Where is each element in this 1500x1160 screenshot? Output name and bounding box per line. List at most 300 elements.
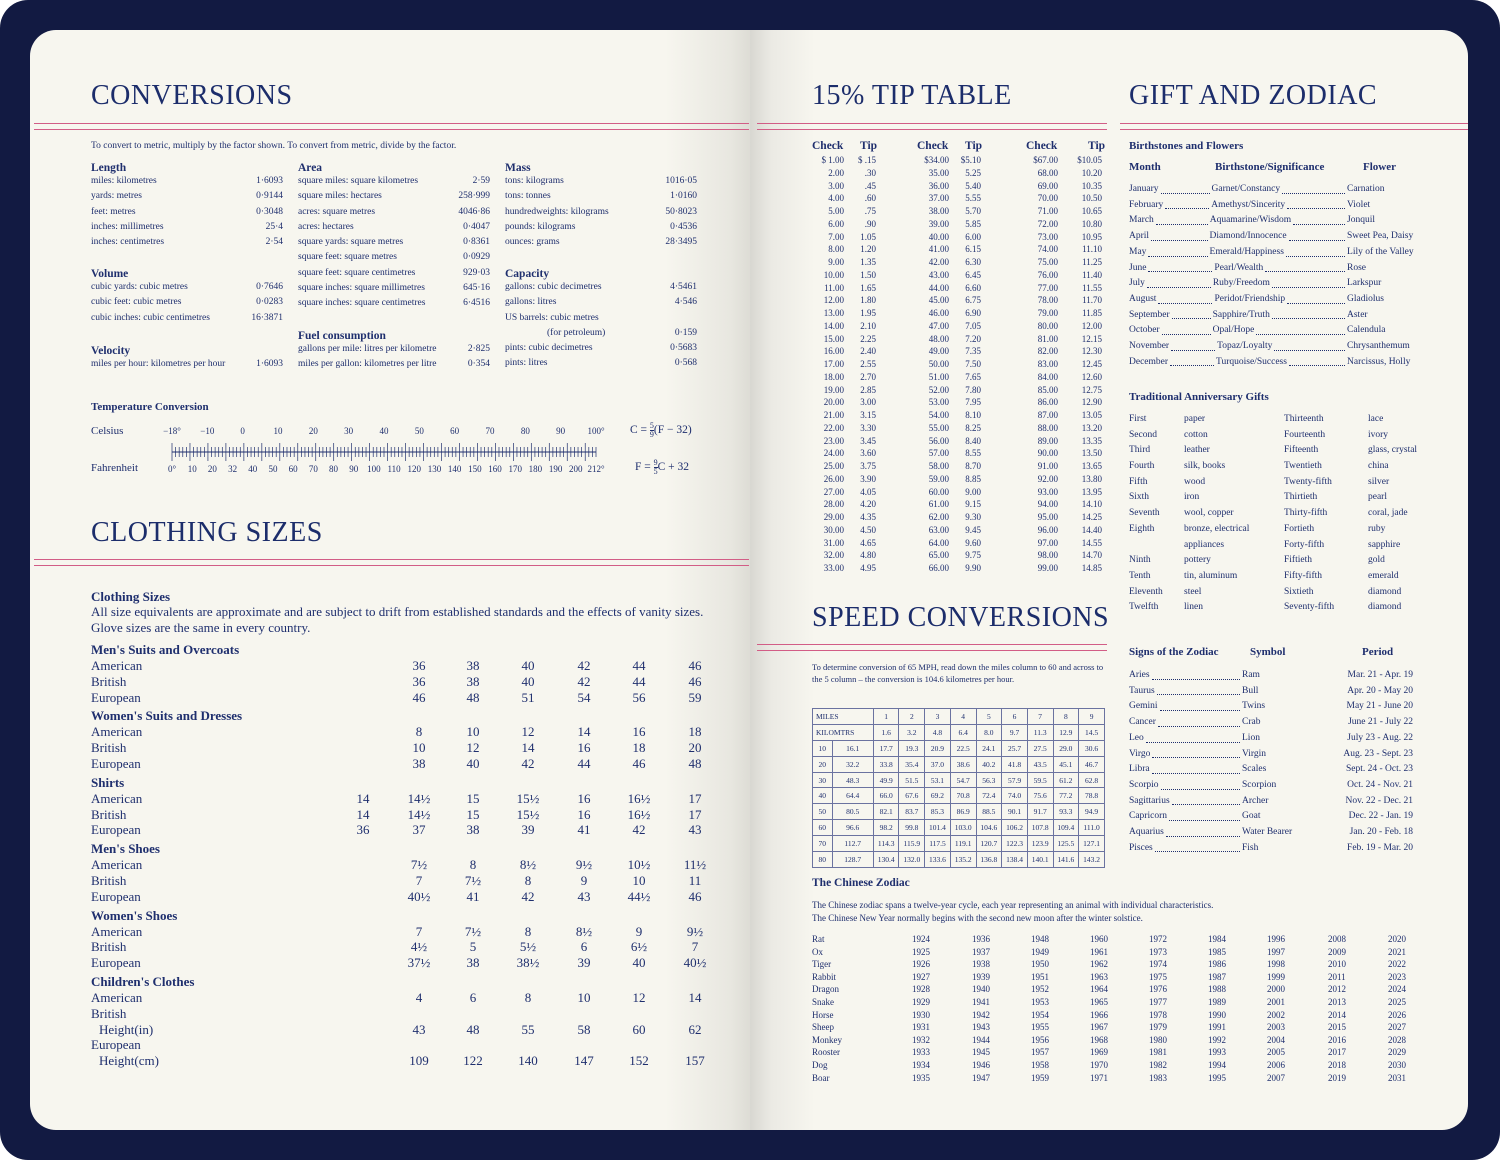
clothing-size-value: 14	[521, 740, 535, 756]
clothing-row-label: British	[91, 939, 127, 955]
anniversary-row	[1129, 490, 1419, 506]
tip-row	[917, 473, 981, 486]
tip-amount: 9.15	[965, 499, 981, 510]
animal-year: 1968	[1090, 1034, 1108, 1045]
birth-stone: Diamond/Innocence	[1209, 231, 1287, 242]
tip-row	[812, 205, 876, 218]
clothing-row	[91, 1022, 711, 1038]
anniversary-row	[1129, 443, 1419, 459]
zodiac-sign-row	[1129, 715, 1413, 731]
tip-check: 44.00	[928, 282, 949, 293]
clothing-size-value: 43	[688, 822, 702, 838]
col-sign: Signs of the Zodiac	[1129, 646, 1219, 658]
clothing-group	[91, 841, 711, 904]
clothing-size-value: 40	[632, 955, 646, 971]
anniversary-row	[1129, 538, 1419, 554]
tip-amount: 5.55	[965, 193, 981, 204]
tip-row	[917, 282, 981, 295]
animal-year: 2013	[1328, 996, 1346, 1007]
clothing-size-value: 48	[466, 689, 480, 705]
anniv-gift-b: silver	[1368, 476, 1390, 487]
clothing-size-value: 38	[466, 658, 480, 673]
clothing-size-value: 46	[688, 658, 702, 673]
speed-cell: 80	[813, 852, 833, 868]
leader-dots	[1151, 229, 1207, 241]
tip-row	[812, 167, 876, 180]
anniv-year-a: Fifth	[1129, 476, 1148, 487]
sign-name: Cancer	[1129, 717, 1156, 728]
speed-cell: 56.3	[976, 772, 1002, 788]
speed-cell: 19.3	[899, 740, 925, 756]
speed-cell: 27.5	[1027, 740, 1053, 756]
tip-row	[812, 422, 876, 435]
conversion-row	[505, 311, 697, 326]
speed-cell: 43.5	[1027, 756, 1053, 772]
length-heading: Length	[91, 162, 127, 174]
animal-year: 1982	[1149, 1059, 1167, 1070]
animal-year: 1995	[1208, 1072, 1226, 1083]
birth-stone: Peridot/Friendship	[1214, 293, 1286, 304]
clothing-size-value: 6	[580, 939, 588, 955]
clothing-group	[91, 708, 711, 771]
tip-row	[812, 269, 876, 282]
speed-cell: 40	[813, 788, 833, 804]
leader-dots	[1162, 323, 1211, 335]
clothing-size-value: 36	[412, 673, 426, 689]
tip-amount: 6.60	[965, 282, 981, 293]
conversion-units: cubic feet: cubic metres	[91, 297, 182, 308]
mass-block	[505, 162, 697, 250]
anniv-gift-a: silk, books	[1184, 461, 1226, 472]
conversion-row	[298, 266, 490, 281]
conversion-factor: 0·354	[467, 359, 490, 370]
animal-year: 1941	[972, 996, 990, 1007]
tip-check: 52.00	[928, 384, 949, 395]
sign-period: Sept. 24 - Oct. 23	[1345, 764, 1413, 775]
clothing-size-value: 8½	[575, 923, 593, 939]
clothing-row-label: European	[91, 755, 141, 771]
clothing-row-label: American	[91, 790, 143, 806]
tip-row	[917, 409, 981, 422]
clothing-size-value: 140	[518, 1053, 538, 1069]
formula-f: F = $\frac{9}{5}C + 32$	[635, 458, 690, 476]
tip-amount: 2.25	[860, 333, 876, 344]
animal-year: 2002	[1267, 1009, 1285, 1020]
velocity-rows	[91, 357, 283, 372]
clothing-group-heading: Men's Suits and Overcoats	[91, 642, 240, 657]
fuel-block	[298, 330, 490, 373]
clothing-group-heading: Men's Shoes	[91, 841, 160, 857]
leader-dots	[1166, 825, 1240, 837]
leader-dots	[1157, 684, 1240, 696]
tip-column	[812, 140, 892, 575]
animal-year: 1959	[1031, 1072, 1049, 1083]
conversion-factor: 0·4047	[463, 221, 490, 232]
conversion-factor: 0·3048	[256, 206, 283, 217]
conversion-row	[505, 280, 697, 295]
tip-amount: 13.80	[1081, 473, 1102, 484]
tip-row	[917, 154, 981, 167]
speed-cell: 143.2	[1079, 852, 1105, 868]
clothing-size-value: 44	[577, 755, 591, 771]
tip-row	[1026, 435, 1102, 448]
tip-row	[812, 486, 876, 499]
tip-check: 75.00	[1037, 257, 1058, 267]
clothing-subtitle: Clothing Sizes	[91, 589, 171, 604]
birthstone-row	[1129, 261, 1419, 277]
clothing-size-value: 39	[521, 822, 535, 838]
zodiac-animal-row	[812, 946, 1418, 959]
birth-stone: Turquoise/Success	[1216, 356, 1287, 367]
clothing-row-label: European	[91, 888, 141, 904]
tip-check: $34.00	[924, 155, 949, 165]
clothing-size-value: 16	[577, 790, 591, 806]
tip-row	[917, 243, 981, 256]
tip-check: 49.00	[928, 346, 949, 357]
speed-cell: 10	[813, 740, 833, 756]
speed-cell: 25.7	[1002, 740, 1028, 756]
animal-year: 2030	[1388, 1059, 1406, 1070]
tip-check: 3.00	[828, 180, 844, 191]
tip-row	[812, 294, 876, 307]
leader-dots	[1165, 198, 1209, 210]
tip-amount: 3.45	[860, 435, 876, 446]
tip-check: 14.00	[823, 320, 844, 331]
tip-row	[812, 218, 876, 231]
tip-amount: 12.45	[1081, 359, 1102, 369]
sign-name: Capricorn	[1129, 811, 1167, 822]
clothing-row	[91, 658, 711, 674]
speed-cell: 136.8	[976, 852, 1002, 868]
speed-cell: 11.3	[1027, 724, 1053, 740]
animal-year: 2020	[1388, 934, 1406, 944]
speed-cell: 32.2	[832, 756, 873, 772]
clothing-size-value: 38	[412, 755, 426, 771]
tip-row	[812, 282, 876, 295]
anniv-gift-b: diamond	[1368, 602, 1402, 613]
tip-check: 40.00	[928, 231, 949, 242]
speed-cell: 107.8	[1027, 820, 1053, 836]
tip-amount: 10.65	[1081, 206, 1102, 216]
tip-check: 48.00	[928, 333, 949, 344]
animal-year: 1970	[1090, 1059, 1108, 1070]
speed-cell: 82.1	[873, 804, 899, 820]
clothing-size-value: 10	[412, 740, 426, 756]
clothing-size-value: 48	[688, 755, 702, 771]
tip-amount: 9.90	[965, 563, 981, 573]
speed-cell: 53.1	[925, 772, 951, 788]
tip-amount: 6.30	[965, 257, 981, 267]
tip-amount: 13.20	[1081, 422, 1102, 433]
scale-label: 120	[407, 464, 422, 474]
clothing-row	[91, 756, 711, 772]
speed-cell: 45.1	[1053, 756, 1079, 772]
zodiac-sign-row	[1129, 825, 1413, 841]
birth-stone: Pearl/Wealth	[1214, 262, 1264, 273]
speed-cell: 130.4	[873, 852, 899, 868]
title-rule	[1120, 123, 1468, 130]
leader-dots	[1287, 292, 1345, 304]
tip-amount: 7.35	[965, 346, 981, 357]
col-symbol: Symbol	[1250, 646, 1286, 658]
tip-check: 39.00	[928, 218, 949, 229]
tip-check: 21.00	[823, 410, 844, 420]
anniv-gift-b: gold	[1368, 555, 1385, 566]
tip-check: 10.00	[823, 269, 844, 280]
conversion-row	[298, 235, 490, 250]
clothing-size-value: 16	[577, 806, 591, 822]
celsius-label: Celsius	[91, 425, 124, 437]
clothing-size-value: 9	[580, 872, 588, 888]
birth-month: May	[1129, 246, 1147, 257]
sign-symbol: Twins	[1242, 701, 1266, 712]
zodiac-animal-row	[812, 1009, 1418, 1022]
tip-amount: 3.30	[860, 422, 876, 433]
animal-year: 1950	[1031, 959, 1049, 970]
anniv-year-a: Seventh	[1129, 508, 1160, 519]
animal-year: 2008	[1328, 934, 1346, 944]
birth-flower: Violet	[1347, 199, 1371, 210]
tip-check: 78.00	[1037, 295, 1058, 306]
anniv-gift-a: leather	[1184, 445, 1210, 456]
clothing-row	[91, 939, 711, 955]
speed-title: SPEED CONVERSIONS	[812, 602, 1110, 633]
zodiac-animal-row	[812, 1059, 1418, 1072]
tip-check: 69.00	[1037, 180, 1058, 191]
sign-period: Aug. 23 - Sept. 23	[1343, 748, 1413, 759]
conversion-row	[505, 295, 697, 310]
tip-row	[917, 562, 981, 575]
clothing-row-label: American	[91, 658, 143, 673]
clothing-size-value: 42	[632, 822, 646, 838]
tip-amount: 12.75	[1081, 384, 1102, 395]
animal-year: 1979	[1149, 1022, 1167, 1033]
speed-cell: 103.0	[950, 820, 976, 836]
anniversary-rows	[1129, 412, 1419, 616]
birth-flower: Larkspur	[1347, 278, 1382, 289]
tip-row	[917, 358, 981, 371]
tip-row	[1026, 243, 1102, 256]
animal-name: Rooster	[812, 1047, 840, 1058]
animal-year: 1962	[1090, 959, 1108, 970]
tip-check: 91.00	[1037, 461, 1058, 471]
scale-label: 40	[379, 426, 389, 436]
anniv-year-b: Twenty-fifth	[1284, 476, 1332, 487]
animal-name: Dragon	[812, 984, 839, 995]
conversion-row	[505, 326, 697, 341]
birth-month: December	[1129, 356, 1169, 367]
anniversary-row	[1129, 506, 1419, 522]
clothing-row-label: British	[91, 806, 127, 822]
conversion-factor: 1016·05	[665, 176, 697, 186]
clothing-size-value: 5½	[519, 939, 537, 955]
leader-dots	[1152, 747, 1240, 759]
conversion-units: miles per gallon: kilometres per litre	[298, 359, 437, 370]
speed-cell: 67.6	[899, 788, 925, 804]
zodiac-sign-row	[1129, 747, 1413, 763]
sign-name: Libra	[1129, 764, 1150, 775]
clothing-size-value: 16½	[627, 790, 651, 806]
clothing-size-value: 58	[577, 1021, 591, 1037]
scale-label: 20	[207, 464, 217, 474]
tip-amount: 9.60	[965, 537, 981, 548]
tip-row	[1026, 345, 1102, 358]
speed-cell: 88.5	[976, 804, 1002, 820]
tip-header	[1026, 140, 1106, 154]
conversion-row	[91, 357, 283, 372]
col-flower: Flower	[1363, 161, 1396, 173]
tip-amount: 3.15	[860, 410, 876, 420]
sign-name: Aquarius	[1129, 827, 1164, 838]
tip-row	[812, 447, 876, 460]
leader-dots	[1289, 229, 1345, 241]
tip-amount: 3.75	[860, 461, 876, 471]
birthstone-rows	[1129, 182, 1419, 370]
conversion-row	[298, 189, 490, 204]
speed-cell: 22.5	[950, 740, 976, 756]
tip-row	[1026, 524, 1102, 537]
birth-flower: Narcissus, Holly	[1347, 356, 1411, 367]
formula-c: C = $\frac{5}{9}(F - 32)$	[630, 421, 692, 439]
tip-row	[1026, 447, 1102, 460]
animal-year: 2012	[1328, 984, 1346, 995]
clothing-row	[91, 889, 711, 905]
clothing-size-value: 46	[412, 689, 426, 705]
tip-amount: 7.65	[965, 371, 981, 382]
clothing-size-value: 43	[412, 1021, 426, 1037]
leader-dots	[1155, 841, 1240, 853]
animal-name: Sheep	[812, 1022, 834, 1033]
leader-dots	[1274, 339, 1345, 351]
speed-cell: 98.2	[873, 820, 899, 836]
clothing-size-value: 14	[356, 806, 370, 822]
speed-cell: 40.2	[976, 756, 1002, 772]
clothing-size-value: 16½	[627, 806, 651, 822]
tip-amount: 7.05	[965, 320, 981, 331]
chinese-zodiac-table	[812, 933, 1418, 1084]
birthstone-row	[1129, 213, 1419, 229]
tip-row	[1026, 192, 1102, 205]
clothing-size-value: 38	[466, 673, 480, 689]
scale-label: 180	[528, 464, 543, 474]
conversion-row	[505, 341, 697, 356]
tip-amount: $ .15	[858, 155, 876, 165]
conversion-factor: 0·159	[674, 327, 697, 338]
capacity-rows	[505, 280, 697, 372]
tip-row	[1026, 371, 1102, 384]
tip-row	[1026, 358, 1102, 371]
tip-check: 71.00	[1037, 206, 1058, 216]
clothing-size-value: 9½	[575, 857, 593, 873]
speed-row	[813, 852, 1105, 868]
leader-dots	[1289, 355, 1345, 367]
tip-check: 35.00	[928, 167, 949, 178]
clothing-size-value: 18	[632, 740, 646, 756]
clothing-size-value: 46	[688, 888, 702, 904]
scale-label: 90	[556, 426, 566, 436]
tip-check: 88.00	[1037, 422, 1058, 433]
tip-check: 53.00	[928, 397, 949, 408]
sign-period: Feb. 19 - Mar. 20	[1347, 842, 1413, 853]
animal-year: 2004	[1267, 1034, 1285, 1045]
conversion-row	[505, 174, 697, 189]
leader-dots	[1148, 245, 1207, 257]
fahrenheit-label: Fahrenheit	[91, 462, 139, 474]
animal-year: 2000	[1267, 984, 1285, 995]
tip-amount: 1.50	[860, 269, 876, 280]
clothing-group-heading: Shirts	[91, 774, 125, 790]
sign-symbol: Crab	[1242, 717, 1261, 728]
animal-year: 1924	[912, 934, 930, 944]
tip-check: 26.00	[823, 473, 844, 484]
birth-month: January	[1129, 184, 1159, 194]
clothing-size-value: 59	[688, 689, 702, 705]
animal-year: 2011	[1328, 971, 1346, 982]
tip-row	[917, 371, 981, 384]
leader-dots	[1161, 182, 1210, 194]
speed-row	[813, 804, 1105, 820]
tip-check: 38.00	[928, 206, 949, 216]
tip-amount: 12.30	[1081, 346, 1102, 357]
tip-amount: 11.55	[1082, 282, 1102, 293]
tip-row	[917, 333, 981, 346]
anniv-year-a: Ninth	[1129, 555, 1151, 566]
clothing-row-label: American	[91, 989, 143, 1005]
speed-cell: 94.9	[1079, 804, 1105, 820]
animal-year: 1942	[972, 1009, 990, 1020]
anniv-year-b: Fourteenth	[1284, 429, 1326, 440]
speed-header-cell: 7	[1027, 709, 1053, 725]
tip-check: 16.00	[823, 346, 844, 357]
tip-header-tip: Tip	[965, 140, 983, 152]
animal-year: 1944	[972, 1034, 990, 1045]
clothing-size-value: 15	[466, 790, 480, 806]
birth-month: November	[1129, 341, 1170, 352]
conversion-row	[298, 342, 490, 357]
zodiac-animal-row	[812, 933, 1418, 946]
animal-year: 1953	[1031, 996, 1049, 1007]
clothing-intro: All size equivalents are approximate and are subject to drift from established standards and the effects of vanity sizes. Glove sizes are the same in every country.	[91, 604, 704, 635]
leader-dots	[1282, 182, 1345, 194]
anniversary-row	[1129, 585, 1419, 601]
clothing-size-value: 20	[688, 740, 702, 756]
tip-amount: 4.80	[860, 550, 876, 561]
tip-check: 43.00	[928, 269, 949, 280]
scale-label: 212°	[587, 464, 605, 474]
tip-row	[812, 154, 876, 167]
clothing-row	[91, 807, 711, 823]
sign-period: July 23 - Aug. 22	[1347, 732, 1413, 743]
conversion-units: square feet: square metres	[298, 252, 397, 263]
clothing-row-label: American	[91, 724, 143, 740]
leader-dots	[1272, 276, 1345, 288]
tip-table-body	[812, 154, 876, 575]
tip-check: 9.00	[828, 257, 844, 267]
tip-row	[1026, 537, 1102, 550]
anniv-year-a: Third	[1129, 445, 1151, 456]
speed-row	[813, 740, 1105, 756]
animal-year: 1957	[1031, 1047, 1049, 1058]
tip-row	[917, 192, 981, 205]
tip-row	[812, 460, 876, 473]
tip-check: 46.00	[928, 308, 949, 318]
animal-year: 2019	[1328, 1072, 1346, 1083]
animal-name: Horse	[812, 1009, 834, 1020]
tip-check: 87.00	[1037, 410, 1058, 420]
conversion-row	[91, 205, 283, 220]
clothing-size-value: 157	[685, 1053, 705, 1069]
clothing-row	[91, 873, 711, 889]
